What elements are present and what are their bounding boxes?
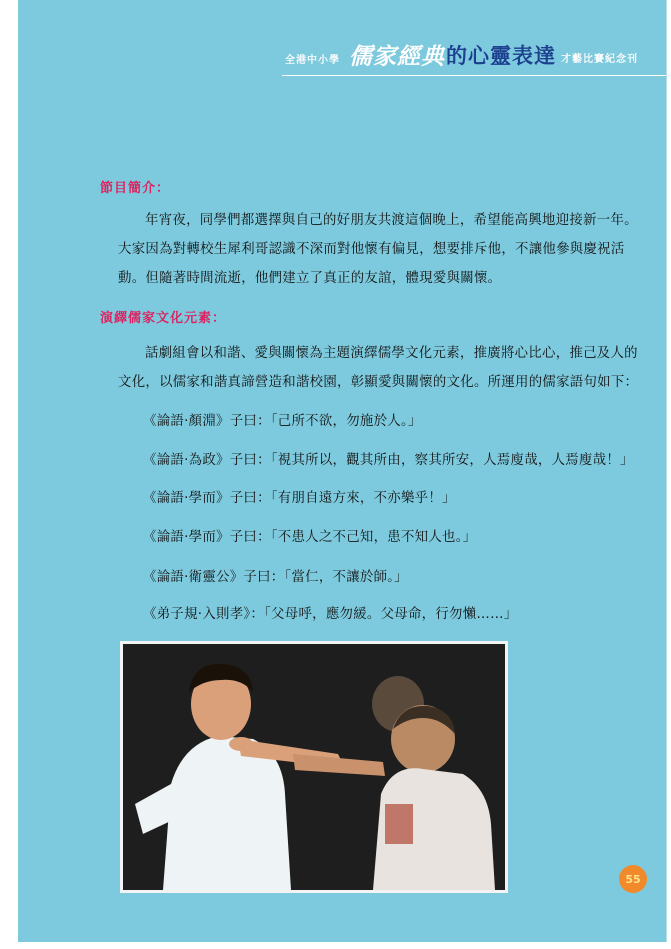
quote-line: 《論語‧顏淵》子曰：「己所不欲，勿施於人。」 xyxy=(143,414,422,429)
page-number-badge: 55 xyxy=(619,865,647,893)
performance-photo xyxy=(120,641,508,893)
page xyxy=(18,0,667,942)
quote-line: 《弟子規‧入則孝》：「父母呼，應勿緩。父母命，行勿懶……」 xyxy=(143,607,518,622)
quote-line: 《論語‧學而》子曰：「不患人之不己知，患不知人也。」 xyxy=(143,530,477,545)
elements-section-title: 演繹儒家文化元素： xyxy=(100,311,227,326)
quote-line: 《論語‧衛靈公》子曰：「當仁，不讓於師。」 xyxy=(143,570,408,585)
quote-line: 《論語‧為政》子曰：「視其所以，觀其所由，察其所安，人焉廋哉，人焉廋哉！」 xyxy=(143,453,634,468)
header xyxy=(285,38,665,74)
intro-paragraph: 年宵夜，同學們都選擇與自己的好朋友共渡這個晚上，希望能高興地迎接新一年。大家因為對轉校生犀利哥認識不深而對他懷有偏見，想要排斥他，不讓他參與慶祝活動。但隨著時間流逝，他們建立了真正的友誼，體現愛與關懷。 xyxy=(118,213,638,286)
quote-line: 《論語‧學而》子曰：「有朋自遠方來，不亦樂乎！」 xyxy=(143,491,456,506)
intro-section-title: 節目簡介： xyxy=(100,181,171,196)
photo-illustration xyxy=(123,644,505,890)
header-logo-text: 儒家經典 xyxy=(349,43,445,70)
header-divider xyxy=(282,75,666,76)
elements-paragraph: 話劇組會以和諧、愛與關懷為主題演繹儒學文化元素，推廣將心比心，推己及人的文化，以儒家和諧真諦營造和諧校園，彰顯愛與關懷的文化。所運用的儒家語句如下： xyxy=(118,346,639,390)
header-main-title: 的心靈表達 xyxy=(446,44,556,68)
header-prefix: 全港中小學 xyxy=(285,55,340,66)
header-suffix: 才藝比賽紀念刊 xyxy=(561,54,638,65)
